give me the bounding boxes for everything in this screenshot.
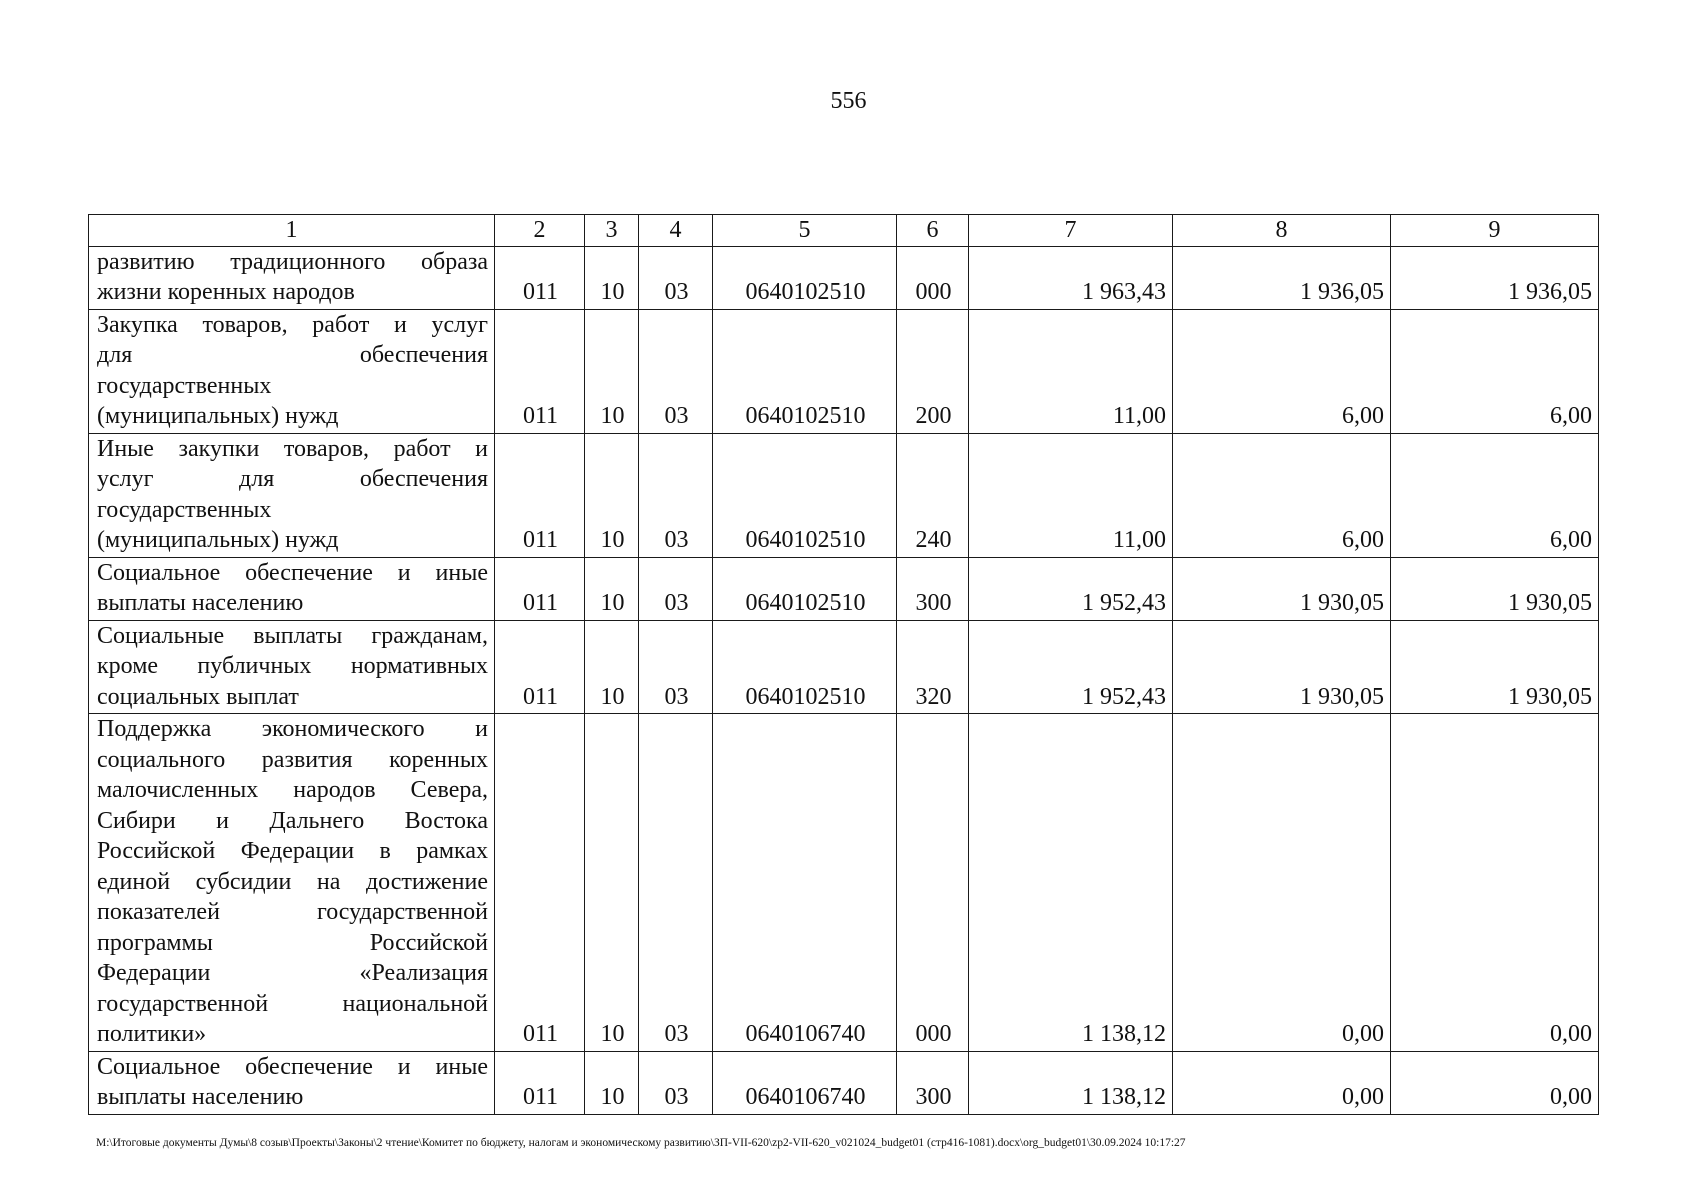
description-line: политики» <box>97 1021 207 1047</box>
ministry-code-cell: 011 <box>495 714 585 1052</box>
amount-col7-cell: 1 952,43 <box>969 620 1173 714</box>
amount-col9-cell: 1 936,05 <box>1391 246 1599 309</box>
subsection-cell: 03 <box>639 433 713 557</box>
amount-col8-cell: 0,00 <box>1173 1051 1391 1114</box>
expense-type-cell: 300 <box>897 1051 969 1114</box>
target-article-cell: 0640102510 <box>713 433 897 557</box>
amount-col9-cell: 0,00 <box>1391 714 1599 1052</box>
amount-col8-cell: 0,00 <box>1173 714 1391 1052</box>
subsection-cell: 03 <box>639 1051 713 1114</box>
description-line: Закупка товаров, работ и услуг <box>97 311 488 338</box>
description-line: (муниципальных) нужд <box>97 527 339 553</box>
column-header: 5 <box>713 215 897 247</box>
subsection-cell: 03 <box>639 714 713 1052</box>
table-row <box>89 1051 1599 1114</box>
expense-type-cell: 200 <box>897 309 969 433</box>
amount-col9-cell: 1 930,05 <box>1391 557 1599 620</box>
row-description <box>89 1051 495 1114</box>
section-cell: 10 <box>585 246 639 309</box>
column-header: 9 <box>1391 215 1599 247</box>
table-row <box>89 620 1599 714</box>
subsection-cell: 03 <box>639 620 713 714</box>
ministry-code-cell: 011 <box>495 1051 585 1114</box>
column-header: 7 <box>969 215 1173 247</box>
column-header: 2 <box>495 215 585 247</box>
amount-col9-cell: 1 930,05 <box>1391 620 1599 714</box>
table-header-row <box>89 215 1599 247</box>
description-line: услуг для обеспечения <box>97 466 488 492</box>
table-row <box>89 433 1599 557</box>
target-article-cell: 0640102510 <box>713 309 897 433</box>
row-description <box>89 246 495 309</box>
target-article-cell: 0640102510 <box>713 557 897 620</box>
description-line: Социальные выплаты гражданам, <box>97 622 488 649</box>
row-description <box>89 620 495 714</box>
amount-col7-cell: 1 138,12 <box>969 714 1173 1052</box>
table-row <box>89 714 1599 1052</box>
column-header: 8 <box>1173 215 1391 247</box>
description-line: Иные закупки товаров, работ и <box>97 435 488 462</box>
description-line: программы Российской <box>97 929 488 956</box>
target-article-cell: 0640102510 <box>713 246 897 309</box>
subsection-cell: 03 <box>639 309 713 433</box>
amount-col9-cell: 6,00 <box>1391 309 1599 433</box>
description-line: социальных выплат <box>97 683 299 710</box>
column-header: 6 <box>897 215 969 247</box>
description-line: Социальное обеспечение и иные <box>97 559 488 586</box>
amount-col7-cell: 1 138,12 <box>969 1051 1173 1114</box>
expense-type-cell: 000 <box>897 246 969 309</box>
section-cell: 10 <box>585 714 639 1052</box>
description-line: малочисленных народов Севера, <box>97 777 488 803</box>
subsection-cell: 03 <box>639 246 713 309</box>
description-line: Социальное обеспечение и иные <box>97 1053 488 1080</box>
description-line: социального развития коренных <box>97 746 488 773</box>
description-line: государственной национальной <box>97 990 488 1017</box>
expense-type-cell: 240 <box>897 433 969 557</box>
column-header: 3 <box>585 215 639 247</box>
budget-table <box>88 214 1599 1115</box>
section-cell: 10 <box>585 1051 639 1114</box>
amount-col8-cell: 1 936,05 <box>1173 246 1391 309</box>
page-number: 556 <box>830 88 867 114</box>
amount-col8-cell: 1 930,05 <box>1173 620 1391 714</box>
table-row <box>89 557 1599 620</box>
ministry-code-cell: 011 <box>495 620 585 714</box>
description-line: Поддержка экономического и <box>97 716 488 742</box>
section-cell: 10 <box>585 557 639 620</box>
description-line: государственных <box>97 496 272 523</box>
description-line: для обеспечения <box>97 342 488 368</box>
section-cell: 10 <box>585 309 639 433</box>
description-line: Сибири и Дальнего Востока <box>97 807 488 834</box>
row-description <box>89 433 495 557</box>
target-article-cell: 0640102510 <box>713 620 897 714</box>
row-description <box>89 309 495 433</box>
expense-type-cell: 300 <box>897 557 969 620</box>
description-line: Федерации «Реализация <box>97 960 488 986</box>
table-row <box>89 309 1599 433</box>
description-line: кроме публичных нормативных <box>97 653 488 679</box>
target-article-cell: 0640106740 <box>713 1051 897 1114</box>
amount-col7-cell: 11,00 <box>969 309 1173 433</box>
amount-col9-cell: 6,00 <box>1391 433 1599 557</box>
amount-col9-cell: 0,00 <box>1391 1051 1599 1114</box>
column-header: 1 <box>89 215 495 247</box>
ministry-code-cell: 011 <box>495 433 585 557</box>
row-description <box>89 557 495 620</box>
amount-col8-cell: 6,00 <box>1173 309 1391 433</box>
ministry-code-cell: 011 <box>495 557 585 620</box>
ministry-code-cell: 011 <box>495 246 585 309</box>
target-article-cell: 0640106740 <box>713 714 897 1052</box>
description-line: Российской Федерации в рамках <box>97 838 488 864</box>
table-body <box>89 246 1599 1114</box>
description-line: развитию традиционного образа <box>97 248 488 275</box>
description-line: государственных <box>97 372 272 399</box>
amount-col8-cell: 6,00 <box>1173 433 1391 557</box>
amount-col7-cell: 1 952,43 <box>969 557 1173 620</box>
ministry-code-cell: 011 <box>495 309 585 433</box>
subsection-cell: 03 <box>639 557 713 620</box>
table-row <box>89 246 1599 309</box>
section-cell: 10 <box>585 620 639 714</box>
row-description <box>89 714 495 1052</box>
amount-col7-cell: 11,00 <box>969 433 1173 557</box>
section-cell: 10 <box>585 433 639 557</box>
footer-file-path: M:\Итоговые документы Думы\8 созыв\Проекты\Законы\2 чтение\Комитет по бюджету, налогам и экономическому развитию\ЗП-VII-620\zp2-VII-620_v021024_budget01 (стр416-1081).docx\org_budget01\30.09.2024 10:17:27 <box>96 1137 1186 1149</box>
amount-col7-cell: 1 963,43 <box>969 246 1173 309</box>
description-line: показателей государственной <box>97 899 488 925</box>
expense-type-cell: 000 <box>897 714 969 1052</box>
column-header: 4 <box>639 215 713 247</box>
description-line: выплаты населению <box>97 1084 304 1110</box>
description-line: жизни коренных народов <box>97 279 355 305</box>
expense-type-cell: 320 <box>897 620 969 714</box>
amount-col8-cell: 1 930,05 <box>1173 557 1391 620</box>
description-line: (муниципальных) нужд <box>97 403 339 429</box>
description-line: выплаты населению <box>97 590 304 616</box>
description-line: единой субсидии на достижение <box>97 868 488 895</box>
